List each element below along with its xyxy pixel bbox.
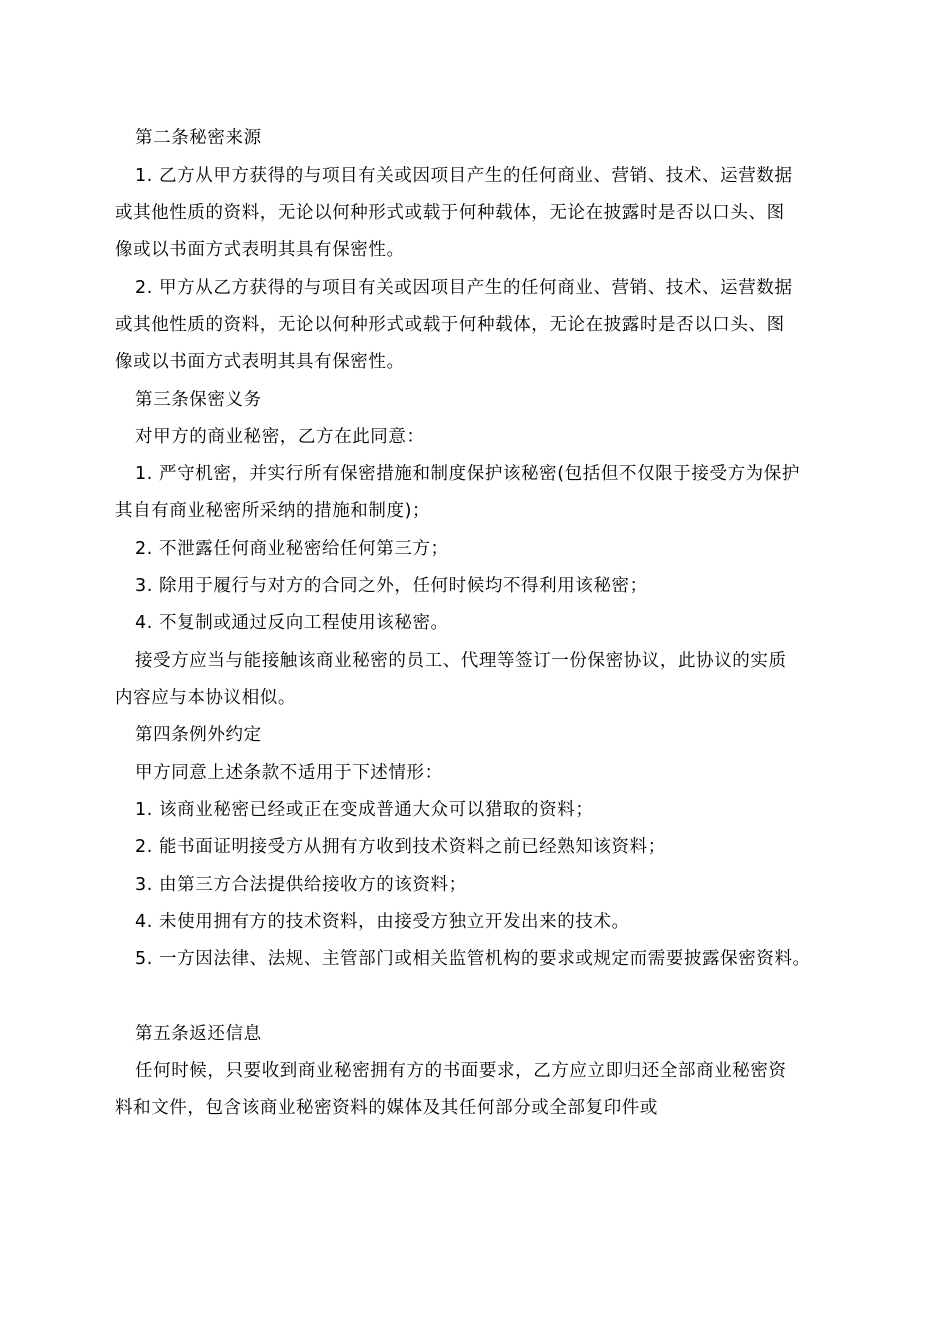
paragraph-line: 或其他性质的资料，无论以何种形式或载于何种载体，无论在披露时是否以口头、图 [115,315,785,335]
paragraph-line: 4. 不复制或通过反向工程使用该秘密。 [135,613,449,633]
paragraph-line: 1. 乙方从甲方获得的与项目有关或因项目产生的任何商业、营销、技术、运营数据 [135,166,793,186]
paragraph-line: 5. 一方因法律、法规、主管部门或相关监管机构的要求或规定而需要披露保密资料。 [135,949,811,969]
paragraph-line: 或其他性质的资料，无论以何种形式或载于何种载体，无论在披露时是否以口头、图 [115,203,785,223]
paragraph-line: 2. 能书面证明接受方从拥有方收到技术资料之前已经熟知该资料； [135,837,666,857]
heading-article-3: 第三条保密义务 [135,390,262,410]
heading-article-5: 第五条返还信息 [135,1024,262,1044]
paragraph-line: 2. 不泄露任何商业秘密给任何第三方； [135,539,449,559]
heading-article-2: 第二条秘密来源 [135,128,262,148]
paragraph-line: 2. 甲方从乙方获得的与项目有关或因项目产生的任何商业、营销、技术、运营数据 [135,278,793,298]
paragraph-line: 任何时候，只要收到商业秘密拥有方的书面要求，乙方应立即归还全部商业秘密资 [135,1061,787,1081]
paragraph-line: 甲方同意上述条款不适用于下述情形： [135,763,443,783]
heading-article-4: 第四条例外约定 [135,725,262,745]
paragraph-line: 3. 除用于履行与对方的合同之外，任何时候均不得利用该秘密； [135,576,648,596]
paragraph-line: 接受方应当与能接触该商业秘密的员工、代理等签订一份保密协议，此协议的实质 [135,651,787,671]
paragraph-line: 像或以书面方式表明其具有保密性。 [115,352,405,372]
paragraph-line: 1. 严守机密，并实行所有保密措施和制度保护该秘密(包括但不仅限于接受方为保护 [135,464,800,484]
paragraph-line: 料和文件，包含该商业秘密资料的媒体及其任何部分或全部复印件或 [115,1098,658,1118]
paragraph-line: 像或以书面方式表明其具有保密性。 [115,240,405,260]
paragraph-line: 其自有商业秘密所采纳的措施和制度)； [115,501,431,521]
paragraph-line: 3. 由第三方合法提供给接收方的该资料； [135,875,467,895]
paragraph-line: 对甲方的商业秘密，乙方在此同意： [135,427,425,447]
paragraph-line: 内容应与本协议相似。 [115,688,296,708]
paragraph-line: 1. 该商业秘密已经或正在变成普通大众可以猎取的资料； [135,800,594,820]
paragraph-line: 4. 未使用拥有方的技术资料，由接受方独立开发出来的技术。 [135,912,630,932]
